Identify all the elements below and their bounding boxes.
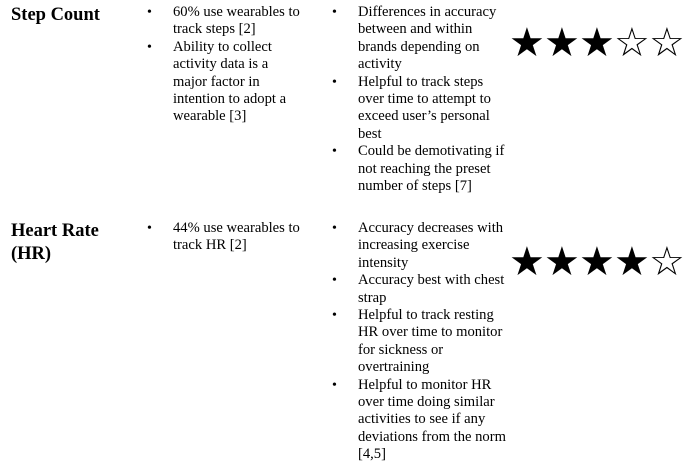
star-empty-icon: ☆ [614,20,650,66]
notes-list [330,4,510,195]
notes-list [330,220,510,464]
bullet-icon: • [332,144,337,160]
list-item-text: 60% use wearables to track steps [2] [173,4,300,38]
list-item [330,272,510,307]
list-item-text: Could be demotivating if not reaching the preset number of steps [7] [358,143,505,195]
list-item-text: Helpful to monitor HR over time doing similar activities to see if any deviations from the norm [4,5] [358,376,506,463]
list-item-text: Helpful to track resting HR over time to monitor for sickness or overtraining [358,307,503,376]
list-item [145,220,305,255]
list-item [145,39,305,126]
bullet-icon: • [332,74,337,90]
bullet-icon: • [332,377,337,393]
star-empty-icon: ☆ [649,20,685,66]
feature-name: Heart Rate (HR) [11,221,99,264]
bullet-icon: • [147,221,152,236]
bullet-icon: • [332,308,337,324]
star-rating [509,240,684,284]
star-empty-icon: ☆ [649,239,685,285]
star-filled-icon: ★ [509,20,545,66]
star-filled-icon: ★ [544,20,580,66]
star-filled-icon: ★ [544,239,580,285]
list-item-text: Accuracy decreases with increasing exercise intensity [358,220,504,271]
bullet-icon: • [332,221,337,236]
list-item-text: Ability to collect activity data is a major factor in intention to adopt a wearable [3] [173,38,287,125]
list-item-text: Helpful to track steps over time to attempt to exceed user’s personal best [358,73,491,142]
star-filled-icon: ★ [614,239,650,285]
usage-list [145,220,305,255]
list-item [330,307,510,377]
bullet-icon: • [332,273,337,289]
star-rating [509,21,684,65]
list-item [330,74,510,144]
list-item-text: Differences in accuracy between and within brands depending on activity [358,4,497,73]
bullet-icon: • [147,39,152,55]
list-item [330,377,510,464]
list-item [330,220,510,272]
list-item [330,143,510,195]
bullet-icon: • [147,5,152,20]
star-filled-icon: ★ [579,20,615,66]
usage-list [145,4,305,126]
star-filled-icon: ★ [509,239,545,285]
list-item-text: Accuracy best with chest strap [358,272,505,306]
star-filled-icon: ★ [579,239,615,285]
list-item [145,4,305,39]
bullet-icon: • [332,5,337,20]
list-item [330,4,510,74]
list-item-text: 44% use wearables to track HR [2] [173,220,300,254]
feature-name: Step Count [11,5,100,25]
